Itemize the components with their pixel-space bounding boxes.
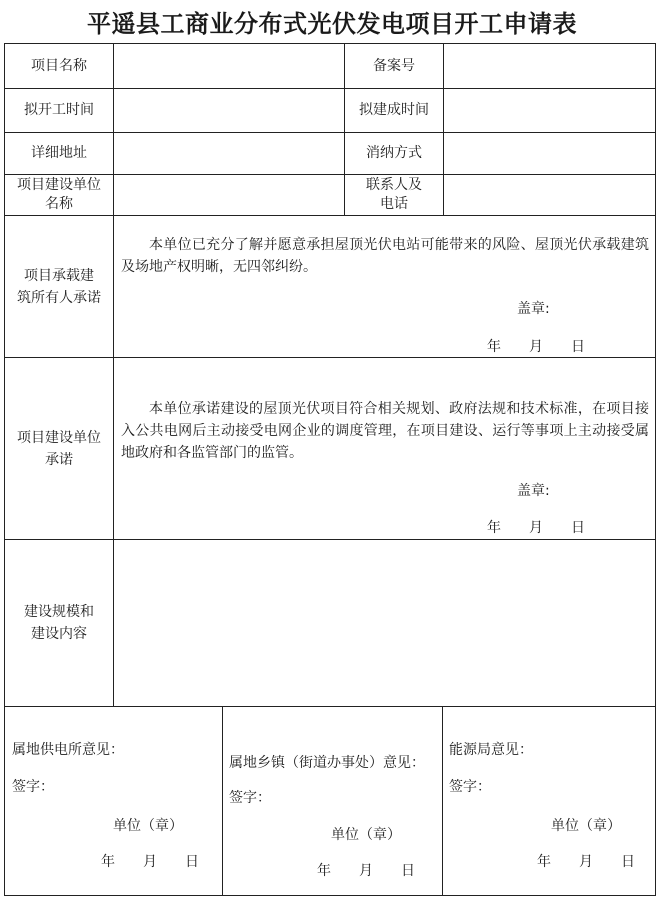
supply-station-opinion-title: 属地供电所意见： xyxy=(12,742,124,758)
planned-start-field[interactable] xyxy=(114,89,344,132)
township-opinion-title: 属地乡镇（街道办事处）意见： xyxy=(229,755,425,771)
project-name-field[interactable] xyxy=(114,44,344,88)
township-unit-seal: 单位（章） xyxy=(331,827,401,843)
row-divider xyxy=(5,706,655,707)
owner-commitment-text: 本单位已充分了解并愿意承担屋顶光伏电站可能带来的风险、屋顶光伏承载建筑及场地产权明晰，无四邻纠纷。 xyxy=(121,237,649,275)
address-field[interactable] xyxy=(114,133,344,174)
builder-commitment-label: 项目建设单位 承诺 xyxy=(17,429,101,468)
consumption-mode-field[interactable] xyxy=(444,133,655,174)
application-form xyxy=(4,43,656,896)
energy-bureau-unit-seal: 单位（章） xyxy=(551,818,621,834)
supply-station-unit-seal: 单位（章） xyxy=(113,818,183,834)
builder-seal-label: 盖章: xyxy=(517,483,550,499)
energy-bureau-opinion-title: 能源局意见： xyxy=(449,742,533,758)
contact-label: 联系人及 电话 xyxy=(366,177,422,212)
owner-commitment-label: 项目承载建 筑所有人承诺 xyxy=(17,267,101,306)
scale-content-field[interactable] xyxy=(114,540,655,706)
planned-completion-field[interactable] xyxy=(444,89,655,132)
builder-commitment-text: 本单位承诺建设的屋顶光伏项目符合相关规划、政府法规和技术标准，在项目接入公共电网后主动接受电网企业的调度管理，在项目建设、运行等事项上主动接受属地政府和各监管部门的监管。 xyxy=(121,401,649,461)
supply-station-sign-label: 签字： xyxy=(12,779,54,795)
consumption-mode-label: 消纳方式 xyxy=(366,145,422,161)
address-label: 详细地址 xyxy=(31,145,87,161)
owner-date: 年 月 日 xyxy=(487,339,585,355)
column-divider xyxy=(442,706,443,895)
column-divider xyxy=(222,706,223,895)
scale-content-label: 建设规模和 建设内容 xyxy=(24,604,94,642)
builder-name-label: 项目建设单位 名称 xyxy=(17,177,101,212)
builder-date: 年 月 日 xyxy=(487,520,585,536)
supply-station-date: 年 月 日 xyxy=(101,854,199,870)
owner-seal-label: 盖章: xyxy=(517,301,550,317)
township-sign-label: 签字： xyxy=(229,790,271,806)
energy-bureau-date: 年 月 日 xyxy=(537,854,635,870)
builder-name-field[interactable] xyxy=(114,175,344,215)
contact-field[interactable] xyxy=(444,175,655,215)
page-title: 平遥县工商业分布式光伏发电项目开工申请表 xyxy=(87,9,577,38)
planned-start-label: 拟开工时间 xyxy=(24,102,94,118)
project-name-label: 项目名称 xyxy=(31,57,87,74)
energy-bureau-sign-label: 签字： xyxy=(449,779,491,795)
planned-completion-label: 拟建成时间 xyxy=(359,102,429,118)
filing-number-label: 备案号 xyxy=(373,57,415,74)
filing-number-field[interactable] xyxy=(444,44,655,88)
township-date: 年 月 日 xyxy=(317,863,415,879)
